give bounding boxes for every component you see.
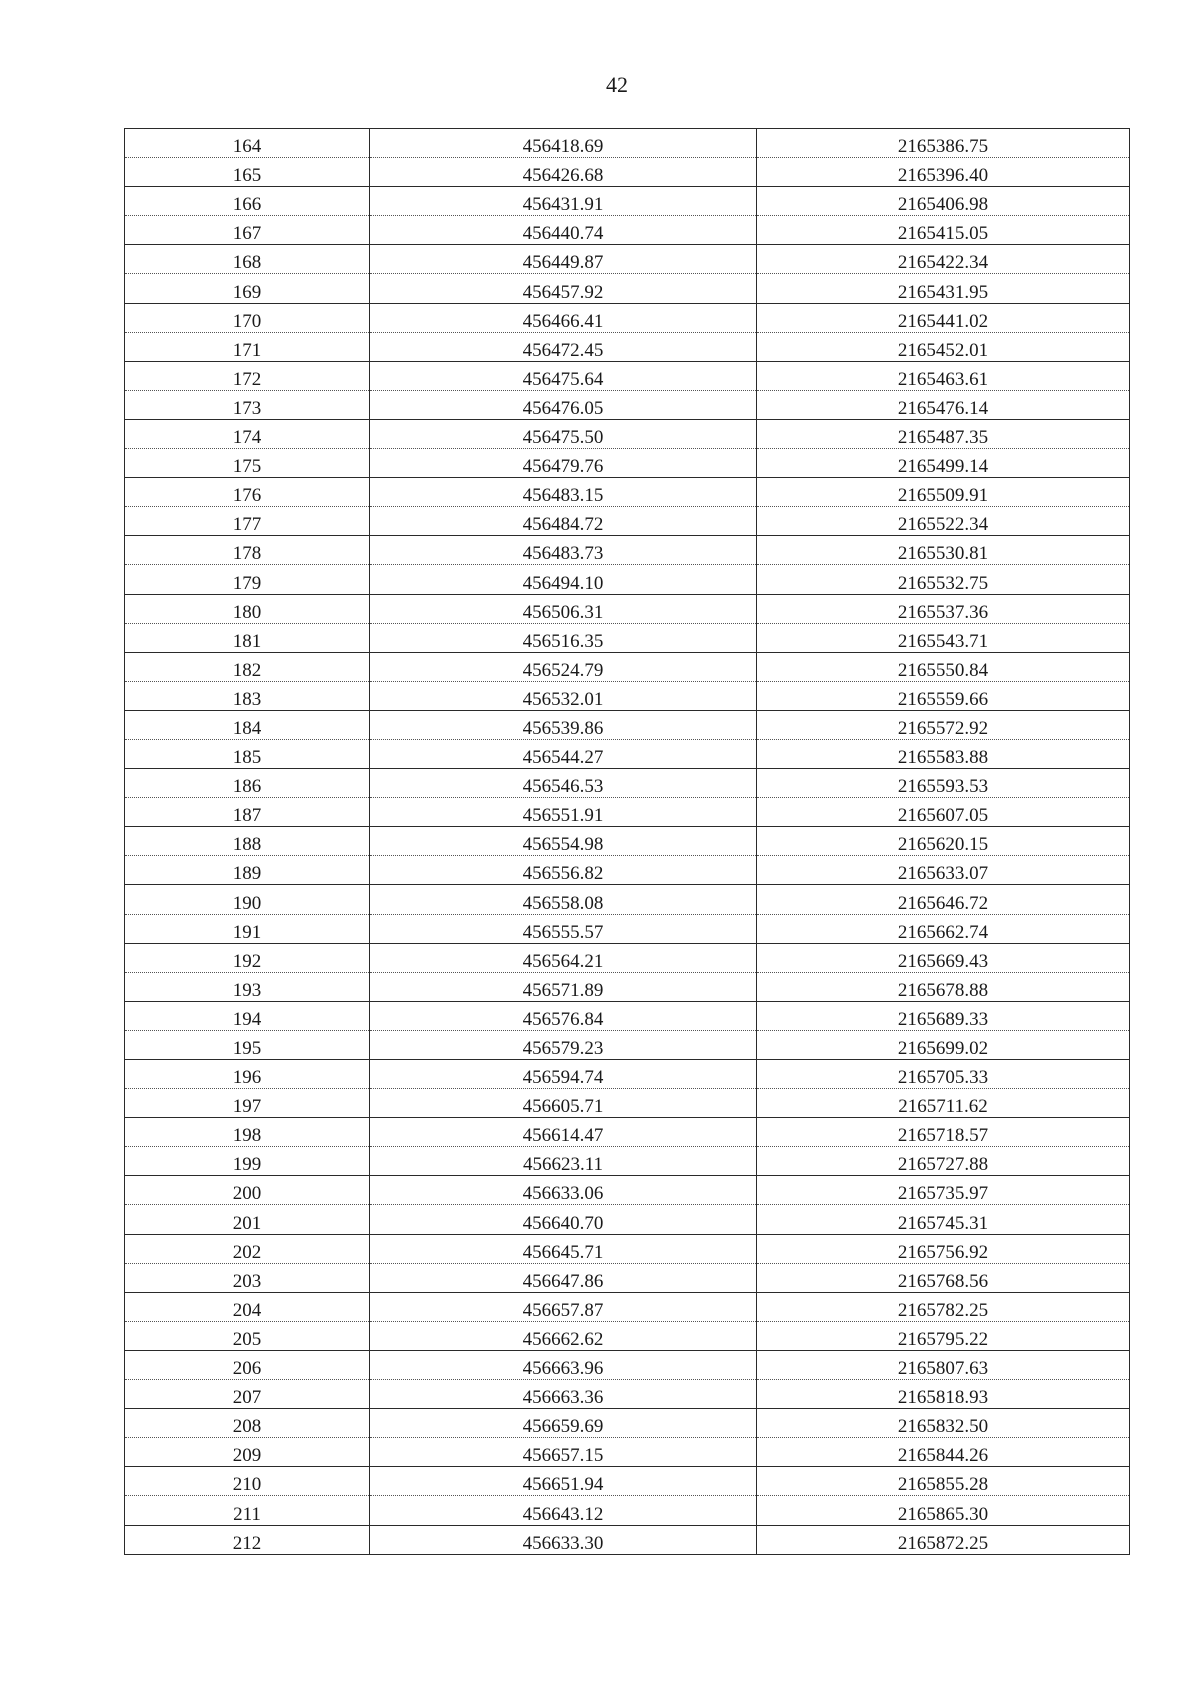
y-coordinate-cell: 2165646.72: [757, 885, 1130, 914]
table-row: [125, 856, 1130, 885]
point-number-cell: 168: [125, 245, 370, 274]
x-coordinate-cell: 456571.89: [370, 972, 757, 1001]
table-row: [125, 1496, 1130, 1525]
y-coordinate-cell: 2165844.26: [757, 1438, 1130, 1467]
x-coordinate-cell: 456524.79: [370, 652, 757, 681]
x-coordinate-cell: 456605.71: [370, 1089, 757, 1118]
point-number-cell: 187: [125, 798, 370, 827]
point-number-cell: 207: [125, 1380, 370, 1409]
y-coordinate-cell: 2165487.35: [757, 419, 1130, 448]
x-coordinate-cell: 456633.30: [370, 1525, 757, 1554]
x-coordinate-cell: 456614.47: [370, 1118, 757, 1147]
page-number: 42: [606, 72, 628, 97]
point-number-cell: 210: [125, 1467, 370, 1496]
y-coordinate-cell: 2165756.92: [757, 1234, 1130, 1263]
y-coordinate-cell: 2165745.31: [757, 1205, 1130, 1234]
y-coordinate-cell: 2165807.63: [757, 1350, 1130, 1379]
table-row: [125, 1205, 1130, 1234]
x-coordinate-cell: 456554.98: [370, 827, 757, 856]
table-row: [125, 739, 1130, 768]
point-number-cell: 176: [125, 478, 370, 507]
table-row: [125, 1060, 1130, 1089]
point-number-cell: 195: [125, 1030, 370, 1059]
point-number-cell: 191: [125, 914, 370, 943]
table-row: [125, 1321, 1130, 1350]
x-coordinate-cell: 456663.36: [370, 1380, 757, 1409]
table-row: [125, 827, 1130, 856]
x-coordinate-cell: 456558.08: [370, 885, 757, 914]
point-number-cell: 174: [125, 419, 370, 448]
x-coordinate-cell: 456643.12: [370, 1496, 757, 1525]
table-row: [125, 1350, 1130, 1379]
table-row: [125, 798, 1130, 827]
point-number-cell: 167: [125, 216, 370, 245]
point-number-cell: 192: [125, 943, 370, 972]
x-coordinate-cell: 456564.21: [370, 943, 757, 972]
y-coordinate-cell: 2165452.01: [757, 332, 1130, 361]
x-coordinate-cell: 456426.68: [370, 158, 757, 187]
y-coordinate-cell: 2165537.36: [757, 594, 1130, 623]
y-coordinate-cell: 2165550.84: [757, 652, 1130, 681]
y-coordinate-cell: 2165406.98: [757, 187, 1130, 216]
table-row: [125, 972, 1130, 1001]
x-coordinate-cell: 456551.91: [370, 798, 757, 827]
y-coordinate-cell: 2165872.25: [757, 1525, 1130, 1554]
point-number-cell: 184: [125, 710, 370, 739]
point-number-cell: 183: [125, 681, 370, 710]
y-coordinate-cell: 2165782.25: [757, 1292, 1130, 1321]
table-row: [125, 507, 1130, 536]
y-coordinate-cell: 2165727.88: [757, 1147, 1130, 1176]
table-row: [125, 681, 1130, 710]
x-coordinate-cell: 456475.50: [370, 419, 757, 448]
point-number-cell: 180: [125, 594, 370, 623]
y-coordinate-cell: 2165607.05: [757, 798, 1130, 827]
x-coordinate-cell: 456555.57: [370, 914, 757, 943]
x-coordinate-cell: 456532.01: [370, 681, 757, 710]
x-coordinate-cell: 456633.06: [370, 1176, 757, 1205]
y-coordinate-cell: 2165509.91: [757, 478, 1130, 507]
table-row: [125, 914, 1130, 943]
x-coordinate-cell: 456657.15: [370, 1438, 757, 1467]
table-row: [125, 419, 1130, 448]
y-coordinate-cell: 2165735.97: [757, 1176, 1130, 1205]
x-coordinate-cell: 456594.74: [370, 1060, 757, 1089]
x-coordinate-cell: 456576.84: [370, 1001, 757, 1030]
x-coordinate-cell: 456466.41: [370, 303, 757, 332]
y-coordinate-cell: 2165431.95: [757, 274, 1130, 303]
x-coordinate-cell: 456544.27: [370, 739, 757, 768]
point-number-cell: 197: [125, 1089, 370, 1118]
point-number-cell: 164: [125, 129, 370, 158]
table-row: [125, 478, 1130, 507]
table-row: [125, 332, 1130, 361]
coordinate-table-body: [125, 129, 1130, 1555]
x-coordinate-cell: 456647.86: [370, 1263, 757, 1292]
point-number-cell: 196: [125, 1060, 370, 1089]
x-coordinate-cell: 456657.87: [370, 1292, 757, 1321]
x-coordinate-cell: 456516.35: [370, 623, 757, 652]
table-row: [125, 274, 1130, 303]
y-coordinate-cell: 2165422.34: [757, 245, 1130, 274]
table-row: [125, 1001, 1130, 1030]
table-row: [125, 1176, 1130, 1205]
table-row: [125, 449, 1130, 478]
table-row: [125, 303, 1130, 332]
point-number-cell: 212: [125, 1525, 370, 1554]
x-coordinate-cell: 456640.70: [370, 1205, 757, 1234]
point-number-cell: 209: [125, 1438, 370, 1467]
y-coordinate-cell: 2165699.02: [757, 1030, 1130, 1059]
y-coordinate-cell: 2165678.88: [757, 972, 1130, 1001]
x-coordinate-cell: 456418.69: [370, 129, 757, 158]
table-row: [125, 1118, 1130, 1147]
point-number-cell: 173: [125, 390, 370, 419]
table-row: [125, 710, 1130, 739]
x-coordinate-cell: 456484.72: [370, 507, 757, 536]
point-number-cell: 178: [125, 536, 370, 565]
x-coordinate-cell: 456663.96: [370, 1350, 757, 1379]
y-coordinate-cell: 2165865.30: [757, 1496, 1130, 1525]
x-coordinate-cell: 456472.45: [370, 332, 757, 361]
x-coordinate-cell: 456494.10: [370, 565, 757, 594]
y-coordinate-cell: 2165386.75: [757, 129, 1130, 158]
point-number-cell: 188: [125, 827, 370, 856]
x-coordinate-cell: 456662.62: [370, 1321, 757, 1350]
x-coordinate-cell: 456623.11: [370, 1147, 757, 1176]
point-number-cell: 202: [125, 1234, 370, 1263]
point-number-cell: 205: [125, 1321, 370, 1350]
table-row: [125, 1467, 1130, 1496]
x-coordinate-cell: 456556.82: [370, 856, 757, 885]
table-row: [125, 129, 1130, 158]
point-number-cell: 186: [125, 769, 370, 798]
y-coordinate-cell: 2165718.57: [757, 1118, 1130, 1147]
y-coordinate-cell: 2165530.81: [757, 536, 1130, 565]
point-number-cell: 175: [125, 449, 370, 478]
table-row: [125, 1234, 1130, 1263]
table-row: [125, 187, 1130, 216]
x-coordinate-cell: 456483.73: [370, 536, 757, 565]
table-row: [125, 1147, 1130, 1176]
point-number-cell: 211: [125, 1496, 370, 1525]
table-row: [125, 623, 1130, 652]
table-row: [125, 885, 1130, 914]
point-number-cell: 193: [125, 972, 370, 1001]
table-row: [125, 594, 1130, 623]
x-coordinate-cell: 456483.15: [370, 478, 757, 507]
table-row: [125, 1030, 1130, 1059]
y-coordinate-cell: 2165633.07: [757, 856, 1130, 885]
x-coordinate-cell: 456479.76: [370, 449, 757, 478]
point-number-cell: 203: [125, 1263, 370, 1292]
table-row: [125, 245, 1130, 274]
y-coordinate-cell: 2165572.92: [757, 710, 1130, 739]
point-number-cell: 200: [125, 1176, 370, 1205]
point-number-cell: 206: [125, 1350, 370, 1379]
point-number-cell: 166: [125, 187, 370, 216]
y-coordinate-cell: 2165818.93: [757, 1380, 1130, 1409]
point-number-cell: 204: [125, 1292, 370, 1321]
y-coordinate-cell: 2165768.56: [757, 1263, 1130, 1292]
y-coordinate-cell: 2165705.33: [757, 1060, 1130, 1089]
x-coordinate-cell: 456645.71: [370, 1234, 757, 1263]
y-coordinate-cell: 2165415.05: [757, 216, 1130, 245]
x-coordinate-cell: 456546.53: [370, 769, 757, 798]
point-number-cell: 170: [125, 303, 370, 332]
point-number-cell: 199: [125, 1147, 370, 1176]
table-row: [125, 1409, 1130, 1438]
y-coordinate-cell: 2165795.22: [757, 1321, 1130, 1350]
table-row: [125, 565, 1130, 594]
x-coordinate-cell: 456475.64: [370, 361, 757, 390]
coordinate-table: [124, 128, 1130, 1555]
point-number-cell: 165: [125, 158, 370, 187]
table-row: [125, 1089, 1130, 1118]
point-number-cell: 172: [125, 361, 370, 390]
y-coordinate-cell: 2165499.14: [757, 449, 1130, 478]
table-row: [125, 536, 1130, 565]
table-row: [125, 1380, 1130, 1409]
point-number-cell: 198: [125, 1118, 370, 1147]
x-coordinate-cell: 456506.31: [370, 594, 757, 623]
table-row: [125, 652, 1130, 681]
point-number-cell: 208: [125, 1409, 370, 1438]
table-row: [125, 158, 1130, 187]
y-coordinate-cell: 2165583.88: [757, 739, 1130, 768]
point-number-cell: 185: [125, 739, 370, 768]
table-row: [125, 1525, 1130, 1554]
y-coordinate-cell: 2165441.02: [757, 303, 1130, 332]
x-coordinate-cell: 456457.92: [370, 274, 757, 303]
y-coordinate-cell: 2165593.53: [757, 769, 1130, 798]
point-number-cell: 190: [125, 885, 370, 914]
point-number-cell: 169: [125, 274, 370, 303]
x-coordinate-cell: 456539.86: [370, 710, 757, 739]
y-coordinate-cell: 2165711.62: [757, 1089, 1130, 1118]
y-coordinate-cell: 2165532.75: [757, 565, 1130, 594]
y-coordinate-cell: 2165662.74: [757, 914, 1130, 943]
point-number-cell: 182: [125, 652, 370, 681]
x-coordinate-cell: 456449.87: [370, 245, 757, 274]
table-row: [125, 390, 1130, 419]
y-coordinate-cell: 2165476.14: [757, 390, 1130, 419]
x-coordinate-cell: 456440.74: [370, 216, 757, 245]
table-row: [125, 216, 1130, 245]
y-coordinate-cell: 2165396.40: [757, 158, 1130, 187]
point-number-cell: 194: [125, 1001, 370, 1030]
y-coordinate-cell: 2165689.33: [757, 1001, 1130, 1030]
y-coordinate-cell: 2165669.43: [757, 943, 1130, 972]
x-coordinate-cell: 456579.23: [370, 1030, 757, 1059]
table-row: [125, 1263, 1130, 1292]
point-number-cell: 189: [125, 856, 370, 885]
point-number-cell: 177: [125, 507, 370, 536]
x-coordinate-cell: 456431.91: [370, 187, 757, 216]
table-row: [125, 769, 1130, 798]
table-row: [125, 361, 1130, 390]
point-number-cell: 181: [125, 623, 370, 652]
y-coordinate-cell: 2165463.61: [757, 361, 1130, 390]
y-coordinate-cell: 2165620.15: [757, 827, 1130, 856]
y-coordinate-cell: 2165543.71: [757, 623, 1130, 652]
table-row: [125, 943, 1130, 972]
x-coordinate-cell: 456476.05: [370, 390, 757, 419]
point-number-cell: 179: [125, 565, 370, 594]
table-row: [125, 1438, 1130, 1467]
y-coordinate-cell: 2165559.66: [757, 681, 1130, 710]
x-coordinate-cell: 456651.94: [370, 1467, 757, 1496]
y-coordinate-cell: 2165832.50: [757, 1409, 1130, 1438]
point-number-cell: 201: [125, 1205, 370, 1234]
y-coordinate-cell: 2165855.28: [757, 1467, 1130, 1496]
table-row: [125, 1292, 1130, 1321]
point-number-cell: 171: [125, 332, 370, 361]
x-coordinate-cell: 456659.69: [370, 1409, 757, 1438]
y-coordinate-cell: 2165522.34: [757, 507, 1130, 536]
